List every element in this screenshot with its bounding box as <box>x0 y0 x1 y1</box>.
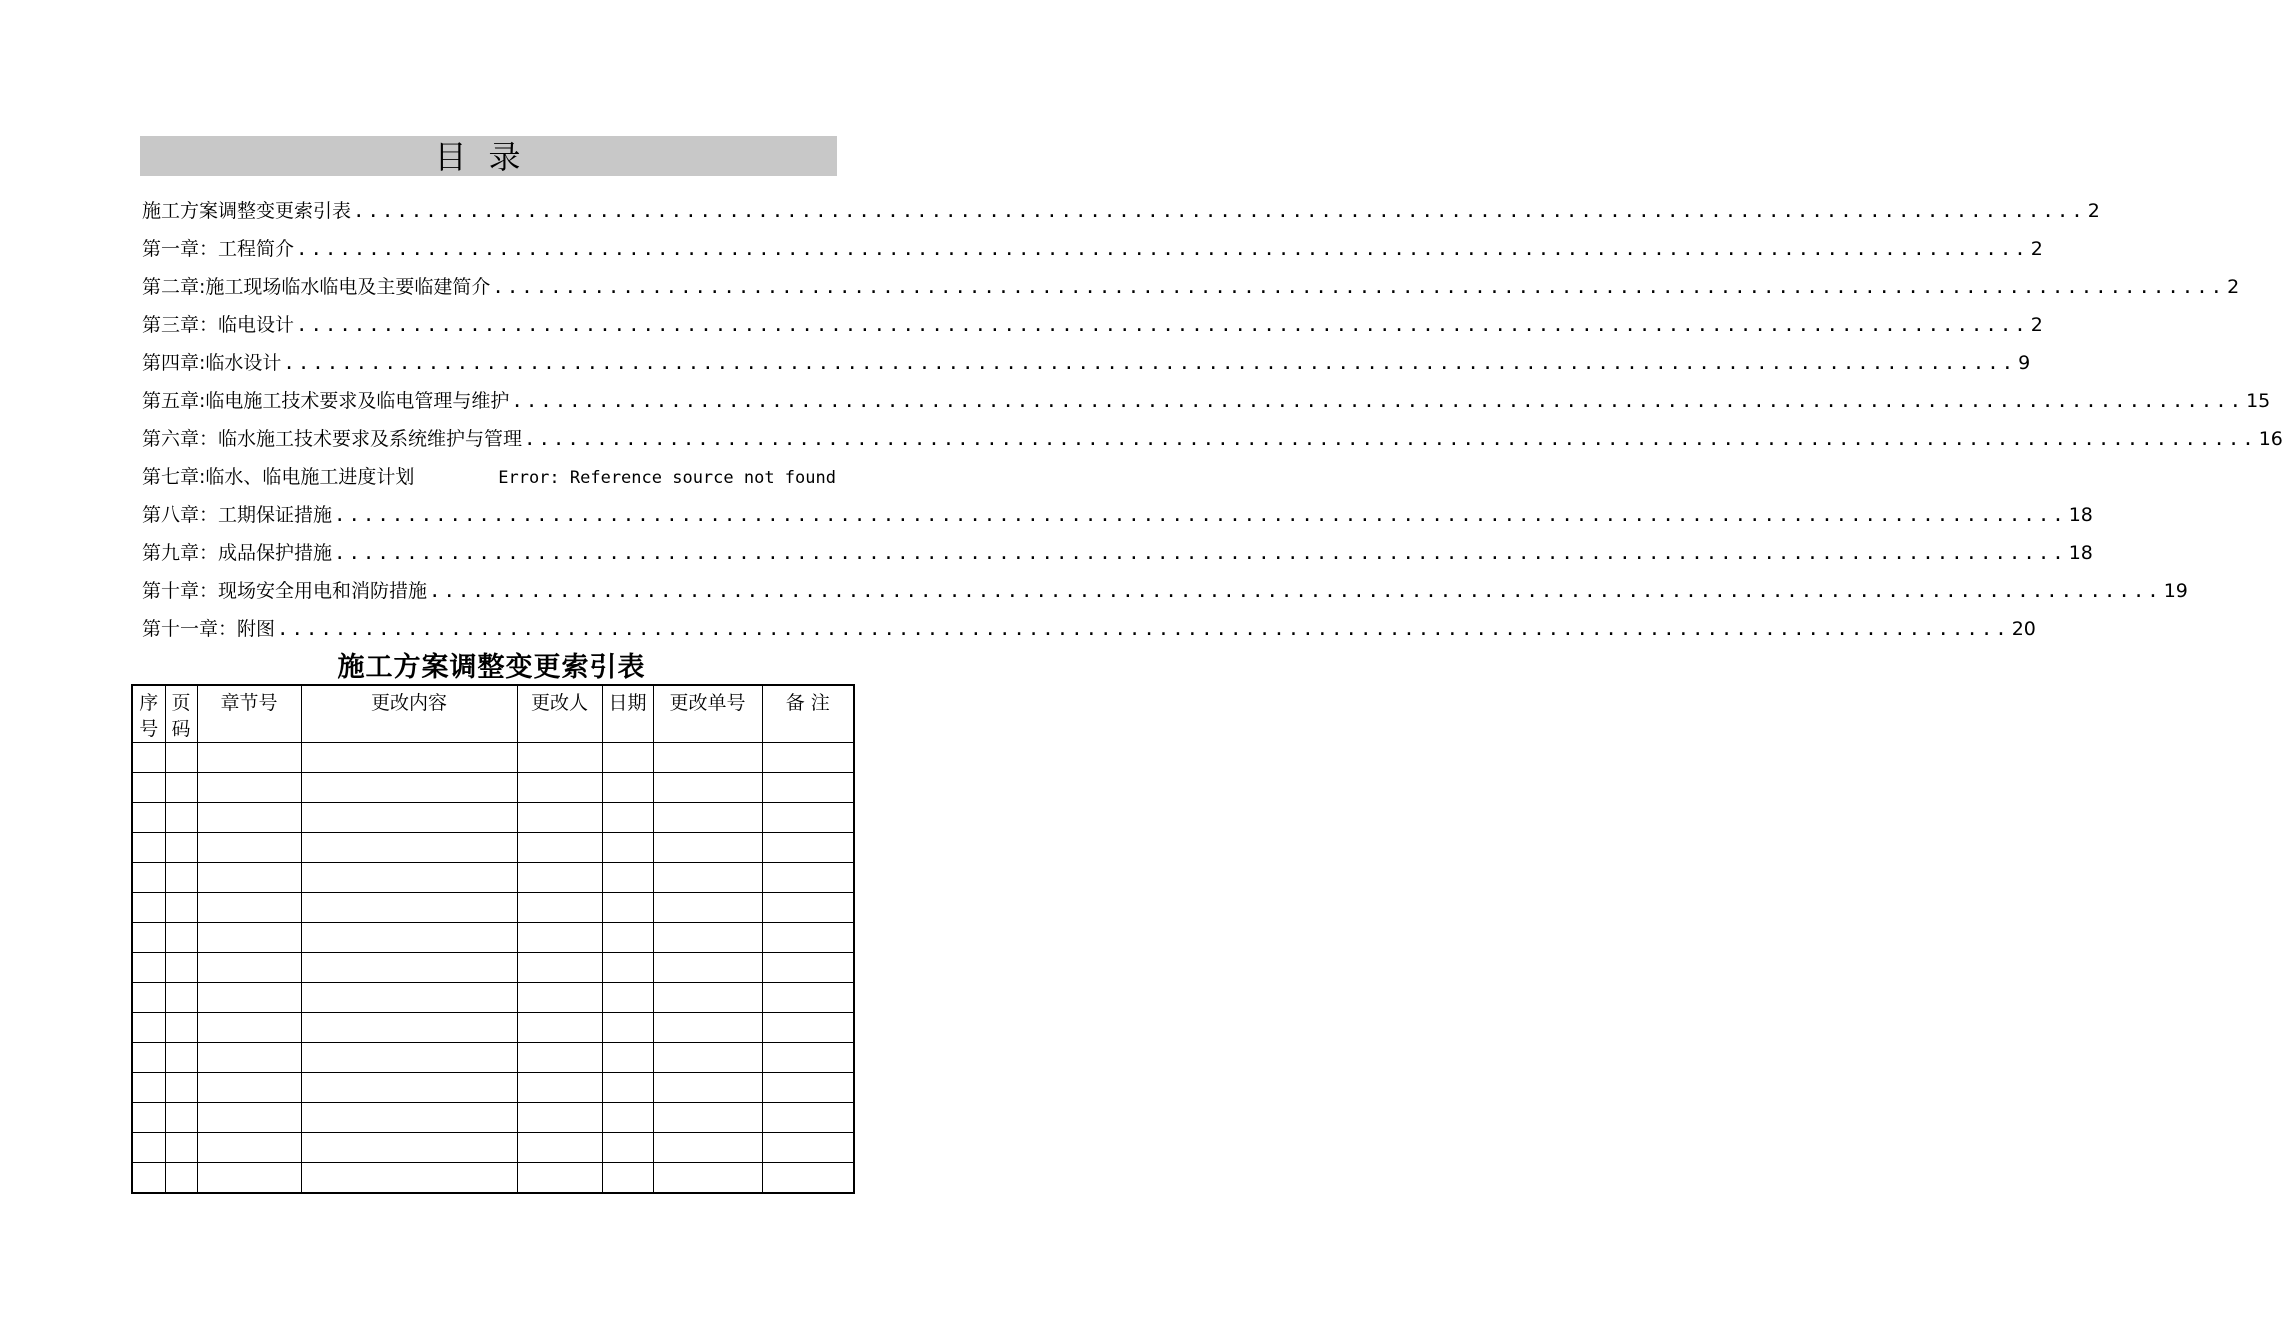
table-cell <box>165 1073 197 1103</box>
table-cell <box>197 1043 301 1073</box>
table-cell <box>517 743 602 773</box>
table-cell <box>197 1163 301 1194</box>
table-cell <box>165 1103 197 1133</box>
header-page-no: 页码 <box>165 685 197 743</box>
table-cell <box>602 863 653 893</box>
table-cell <box>517 1013 602 1043</box>
table-cell <box>165 1013 197 1043</box>
table-cell <box>132 863 165 893</box>
toc-entry[interactable] <box>142 572 2188 610</box>
table-cell <box>165 833 197 863</box>
table-row <box>132 863 854 893</box>
table-cell <box>762 1013 854 1043</box>
toc-entry-label: 第八章：工期保证措施 <box>142 504 333 526</box>
table-row <box>132 983 854 1013</box>
toc-leader-dots: ........................................................................................................................ <box>334 542 2067 564</box>
table-cell <box>517 803 602 833</box>
toc-entry[interactable] <box>142 534 2093 572</box>
toc-entry-label: 第二章:施工现场临水临电及主要临建简介 <box>142 276 491 298</box>
table-cell <box>762 923 854 953</box>
table-cell <box>517 1163 602 1194</box>
table-cell <box>132 1073 165 1103</box>
table-row <box>132 923 854 953</box>
table-cell <box>301 833 517 863</box>
table-cell <box>602 893 653 923</box>
toc-title: 目录 <box>140 136 837 176</box>
table-cell <box>197 803 301 833</box>
table-cell <box>653 1043 762 1073</box>
table-cell <box>165 983 197 1013</box>
table-cell <box>301 863 517 893</box>
table-cell <box>762 953 854 983</box>
table-cell <box>132 803 165 833</box>
change-index-title: 施工方案调整变更索引表 <box>337 652 646 683</box>
table-cell <box>653 953 762 983</box>
table-cell <box>653 923 762 953</box>
toc-entry-label: 第十章：现场安全用电和消防措施 <box>142 580 428 602</box>
toc-entry-label: 第四章:临水设计 <box>142 352 282 374</box>
table-cell <box>132 833 165 863</box>
table-header-row <box>132 685 854 743</box>
table-cell <box>197 893 301 923</box>
table-cell <box>653 983 762 1013</box>
header-changed-by: 更改人 <box>517 685 602 743</box>
table-cell <box>602 743 653 773</box>
table-cell <box>132 953 165 983</box>
toc-entry[interactable] <box>142 192 2100 230</box>
table-cell <box>197 833 301 863</box>
table-cell <box>301 1073 517 1103</box>
table-row <box>132 1133 854 1163</box>
table-cell <box>517 923 602 953</box>
table-cell <box>602 983 653 1013</box>
toc-entry-page: 18 <box>2068 504 2093 526</box>
table-cell <box>165 953 197 983</box>
toc-leader-dots: ........................................................................................................................ <box>277 618 2010 640</box>
table-cell <box>132 1013 165 1043</box>
table-cell <box>165 1133 197 1163</box>
table-cell <box>132 1103 165 1133</box>
table-cell <box>517 1043 602 1073</box>
toc-entry-page: 2 <box>2087 200 2100 222</box>
table-cell <box>132 773 165 803</box>
table-cell <box>517 953 602 983</box>
table-row <box>132 893 854 923</box>
table-cell <box>602 1073 653 1103</box>
table-cell <box>197 983 301 1013</box>
toc-entry[interactable] <box>142 610 2036 648</box>
toc-entry-label: 第十一章：附图 <box>142 618 276 640</box>
toc-entry-page: 18 <box>2068 542 2093 564</box>
table-cell <box>653 743 762 773</box>
table-cell <box>762 1073 854 1103</box>
table-cell <box>197 773 301 803</box>
header-date: 日期 <box>602 685 653 743</box>
table-cell <box>301 1133 517 1163</box>
table-cell <box>653 1163 762 1194</box>
table-cell <box>602 833 653 863</box>
table-cell <box>602 1103 653 1133</box>
table-cell <box>517 863 602 893</box>
table-cell <box>132 1163 165 1194</box>
table-cell <box>762 743 854 773</box>
table-cell <box>762 1103 854 1133</box>
table-cell <box>301 983 517 1013</box>
toc-entry-page: 20 <box>2011 618 2036 640</box>
toc-entry-label: 第三章：临电设计 <box>142 314 295 336</box>
table-row <box>132 1163 854 1194</box>
table-cell <box>301 923 517 953</box>
table-cell <box>301 1013 517 1043</box>
change-index-table <box>131 684 855 1194</box>
table-cell <box>197 923 301 953</box>
table-cell <box>762 1133 854 1163</box>
toc-entry-page: 2 <box>2030 314 2043 336</box>
table-cell <box>653 773 762 803</box>
header-change-order-no: 更改单号 <box>653 685 762 743</box>
table-cell <box>762 893 854 923</box>
toc-entry[interactable] <box>142 420 2283 458</box>
toc-entry[interactable] <box>142 230 2043 268</box>
table-cell <box>653 1073 762 1103</box>
table-row <box>132 743 854 773</box>
toc-entry-page: 16 <box>2258 428 2283 450</box>
table-cell <box>517 893 602 923</box>
table-cell <box>517 833 602 863</box>
toc-leader-dots: ........................................................................................................................ <box>296 238 2029 260</box>
table-cell <box>301 743 517 773</box>
table-cell <box>165 863 197 893</box>
table-cell <box>762 983 854 1013</box>
table-cell <box>602 803 653 833</box>
table-cell <box>301 1163 517 1194</box>
table-row <box>132 1103 854 1133</box>
table-cell <box>517 983 602 1013</box>
toc-entry[interactable] <box>142 306 2043 344</box>
toc-entry-page: 2 <box>2030 238 2043 260</box>
table-cell <box>301 1043 517 1073</box>
table-cell <box>653 1013 762 1043</box>
table-cell <box>132 1043 165 1073</box>
toc-entry-label: 第六章：临水施工技术要求及系统维护与管理 <box>142 428 523 450</box>
toc-leader-dots: ........................................................................................................................ <box>334 504 2067 526</box>
header-change-content: 更改内容 <box>301 685 517 743</box>
toc-entry[interactable] <box>142 268 2240 306</box>
table-cell <box>132 1133 165 1163</box>
table-cell <box>165 743 197 773</box>
toc-leader-dots: ........................................................................................................................ <box>283 352 2017 374</box>
toc-entry-label: 第五章:临电施工技术要求及临电管理与维护 <box>142 390 510 412</box>
toc-entry-label: 施工方案调整变更索引表 <box>142 200 352 222</box>
table-body <box>132 743 854 1194</box>
table-cell <box>197 1073 301 1103</box>
table-cell <box>653 1103 762 1133</box>
toc-leader-dots: ........................................................................................................................ <box>492 276 2226 298</box>
toc-leader-dots: ........................................................................................................................ <box>511 390 2245 412</box>
table-cell <box>517 1103 602 1133</box>
table-cell <box>602 773 653 803</box>
table-row <box>132 803 854 833</box>
toc-entry-page: 15 <box>2246 390 2271 412</box>
table-cell <box>653 833 762 863</box>
table-cell <box>653 1133 762 1163</box>
table-cell <box>602 1133 653 1163</box>
table-row <box>132 833 854 863</box>
table-cell <box>301 773 517 803</box>
toc-list <box>142 192 2283 648</box>
table-cell <box>165 803 197 833</box>
table-cell <box>653 863 762 893</box>
table-row <box>132 1073 854 1103</box>
toc-entry-label: 第七章:临水、临电施工进度计划 <box>142 466 415 488</box>
table-cell <box>762 1163 854 1194</box>
toc-entry-label: 第一章：工程简介 <box>142 238 295 260</box>
table-cell <box>165 1163 197 1194</box>
table-cell <box>602 1163 653 1194</box>
header-chapter-no: 章节号 <box>197 685 301 743</box>
table-cell <box>653 893 762 923</box>
table-cell <box>602 923 653 953</box>
toc-entry[interactable] <box>142 382 2271 420</box>
toc-leader-dots: ........................................................................................................................ <box>296 314 2029 336</box>
table-cell <box>197 863 301 893</box>
toc-entry-label: 第九章：成品保护措施 <box>142 542 333 564</box>
table-cell <box>197 1133 301 1163</box>
table-cell <box>301 1103 517 1133</box>
toc-entry-page-error: Error: Reference source not found <box>498 468 836 488</box>
toc-entry-page: 2 <box>2227 276 2240 298</box>
toc-leader-dots: ........................................................................................................................ <box>353 200 2086 222</box>
table-cell <box>653 803 762 833</box>
table-cell <box>197 743 301 773</box>
toc-entry[interactable] <box>142 496 2093 534</box>
header-remarks: 备 注 <box>762 685 854 743</box>
toc-entry[interactable] <box>142 458 836 496</box>
table-cell <box>762 773 854 803</box>
table-cell <box>762 803 854 833</box>
table-row <box>132 953 854 983</box>
table-cell <box>762 1043 854 1073</box>
table-cell <box>517 1073 602 1103</box>
table-cell <box>197 953 301 983</box>
table-cell <box>132 923 165 953</box>
table-cell <box>165 893 197 923</box>
table-cell <box>132 983 165 1013</box>
table-row <box>132 1013 854 1043</box>
toc-entry-page: 19 <box>2163 580 2188 602</box>
toc-entry[interactable] <box>142 344 2031 382</box>
toc-entry-page: 9 <box>2018 352 2031 374</box>
table-cell <box>602 1043 653 1073</box>
table-cell <box>517 773 602 803</box>
table-cell <box>197 1103 301 1133</box>
table-cell <box>197 1013 301 1043</box>
table-cell <box>301 893 517 923</box>
table-row <box>132 1043 854 1073</box>
table-cell <box>762 833 854 863</box>
table-cell <box>132 743 165 773</box>
table-cell <box>762 863 854 893</box>
table-row <box>132 773 854 803</box>
toc-leader-dots: ........................................................................................................................ <box>429 580 2162 602</box>
toc-leader-dots: ........................................................................................................................ <box>524 428 2257 450</box>
table-cell <box>517 1133 602 1163</box>
table-cell <box>165 1043 197 1073</box>
table-cell <box>301 803 517 833</box>
header-serial-no: 序号 <box>132 685 165 743</box>
table-cell <box>301 953 517 983</box>
table-cell <box>165 773 197 803</box>
table-cell <box>165 923 197 953</box>
table-cell <box>602 953 653 983</box>
table-cell <box>132 893 165 923</box>
table-cell <box>602 1013 653 1043</box>
